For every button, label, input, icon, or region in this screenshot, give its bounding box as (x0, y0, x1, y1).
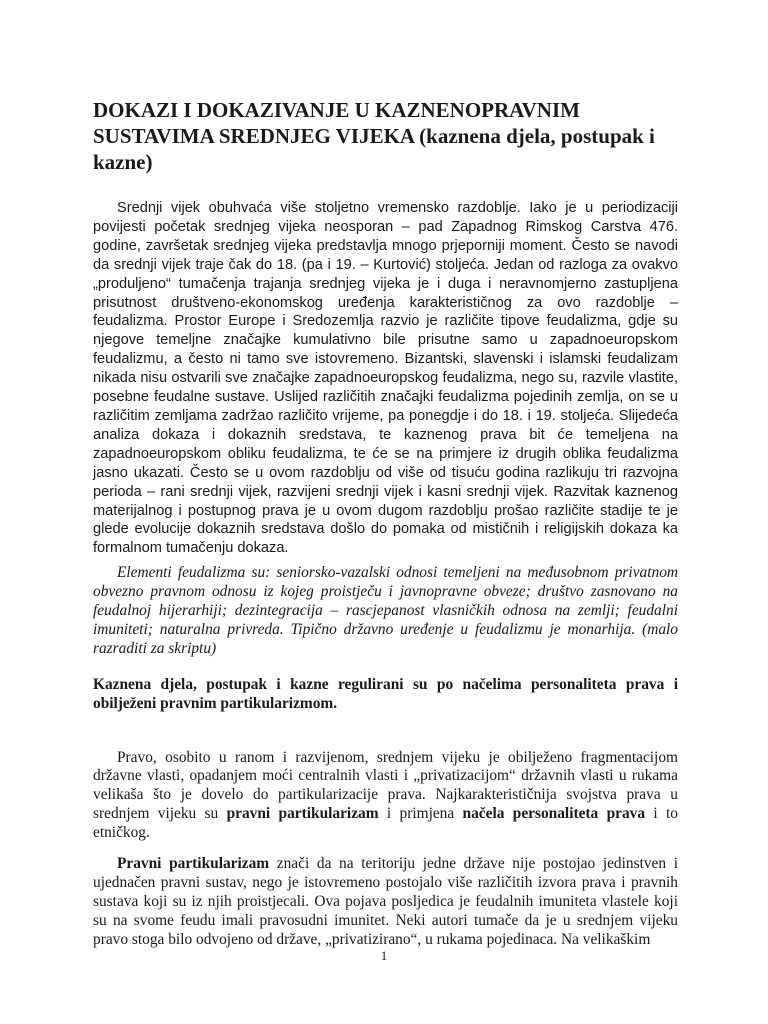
bold-term-personality: načela personaliteta prava (462, 805, 646, 823)
paragraph-feudalism-elements: Elementi feudalizma su: seniorsko-vazalski odnosi temeljeni na međusobnom privatnom obvezno pravnom odnosu iz kojeg proistječu i javnopravne obveze; društvo zasnovano na feudalnoj hijerarhiji; dezintegracija – rascjepanost vlasničkih odnosa na zemlji; feudalni imuniteti; naturalna privreda. Tipično državno uređenje u feudalizmu je monarhija. (malo razraditi za skriptu) (93, 564, 678, 657)
paragraph-law-fragmentation (93, 749, 678, 844)
document-title: DOKAZI I DOKAZIVANJE U KAZNENOPRAVNIM SUSTAVIMA SREDNJEG VIJEKA (kaznena djela, postupak i kazne) (93, 98, 655, 174)
paragraph-summary-heading: Kaznena djela, postupak i kazne regulirani su po načelima personaliteta prava i obilježeni pravnim partikularizmom. (93, 675, 678, 712)
paragraph-text: i primjena (378, 805, 463, 823)
paragraph-text: znači da na teritoriju jedne države nije postojao jedinstven i ujednačen pravni sustav, nego je istovremeno postojalo više različitih izvora prava i pravnih sustava koji su iz njih proistjecali. Ova pojava posljedica je feudalnih imuniteta vlastele koji su na svome feudu imali pravosudni imunitet. Neki autori tumače da je u srednjem vijeku pravo stoga bilo odvojeno od države, „privatizirano“, u rukama pojedinaca. Na velikaškim (93, 855, 678, 948)
paragraph-intro: Srednji vijek obuhvaća više stoljetno vremensko razdoblje. Iako je u periodizaciji povijesti početak srednjeg vijeka neosporan – pad Zapadnog Rimskog Carstva 476. godine, završetak srednjeg vijeka predstavlja mnogo prjeporniji moment. Često se navodi da srednji vijek traje čak do 18. (pa i 19. – Kurtović) stoljeća. Jedan od razloga za ovakvo „produljeno“ tumačenja trajanja srednjeg vijeka je i duga i neravnomjerno zastupljena prisutnost društveno-ekonomskog uređenja karakterističnog za ovo razdoblje – feudalizma. Prostor Europe i Sredozemlja razvio je različite tipove feudalizma, gdje su njegove temeljne značajke kumulativno bile prisutne samo u zapadnoeuropskom feudalizmu, a često ni tamo sve istovremeno. Bizantski, slavenski i islamski feudalizam nikada nisu ostvarili sve značajke zapadnoeuropskog feudalizma, nego su, razvile vlastite, posebne feudalne sustave. Uslijed različitih značajki feudalizma pojedinih zemlja, on se u različitim zemljama zadržao različito vrijeme, pa ponegdje i do 18. i 19. stoljeća. Slijedeća analiza dokaza i dokaznih sredstava, te kaznenog prava bit će temeljena na zapadnoeuropskom obliku feudalizma, te će se na primjere iz drugih oblika feudalizma jasno ukazati. Često se u ovom razdoblju od više od tisuću godina razlikuju tri razvojna perioda – rani srednji vijek, razvijeni srednji vijek i kasni srednji vijek. Razvitak kaznenog materijalnog i postupnog prava je u ovom dugom razdoblju prošao različite stadije te je glede evolucije dokaznih sredstava došlo do pomaka od mističnih i religijskih dokaza ka formalnom tumačenju dokaza. (93, 200, 678, 557)
bold-term-particularism: Pravni partikularizam (117, 855, 270, 873)
bold-term-particularism: pravni partikularizam (226, 805, 379, 823)
paragraph-legal-particularism (93, 855, 678, 950)
paragraph-text: i to etničkog. (93, 805, 678, 842)
document-body (93, 199, 678, 950)
paragraph-text: Pravo, osobito u ranom i razvijenom, srednjem vijeku je obilježeno fragmentacijom državne vlasti, opadanjem moći centralnih vlasti i „privatizacijom“ državnih vlasti u rukama velikaša što je dovelo do partikularizacije prava. Najkarakterističnija svojstva prava u srednjem vijeku su (93, 748, 678, 823)
page-number: 1 (380, 948, 388, 963)
